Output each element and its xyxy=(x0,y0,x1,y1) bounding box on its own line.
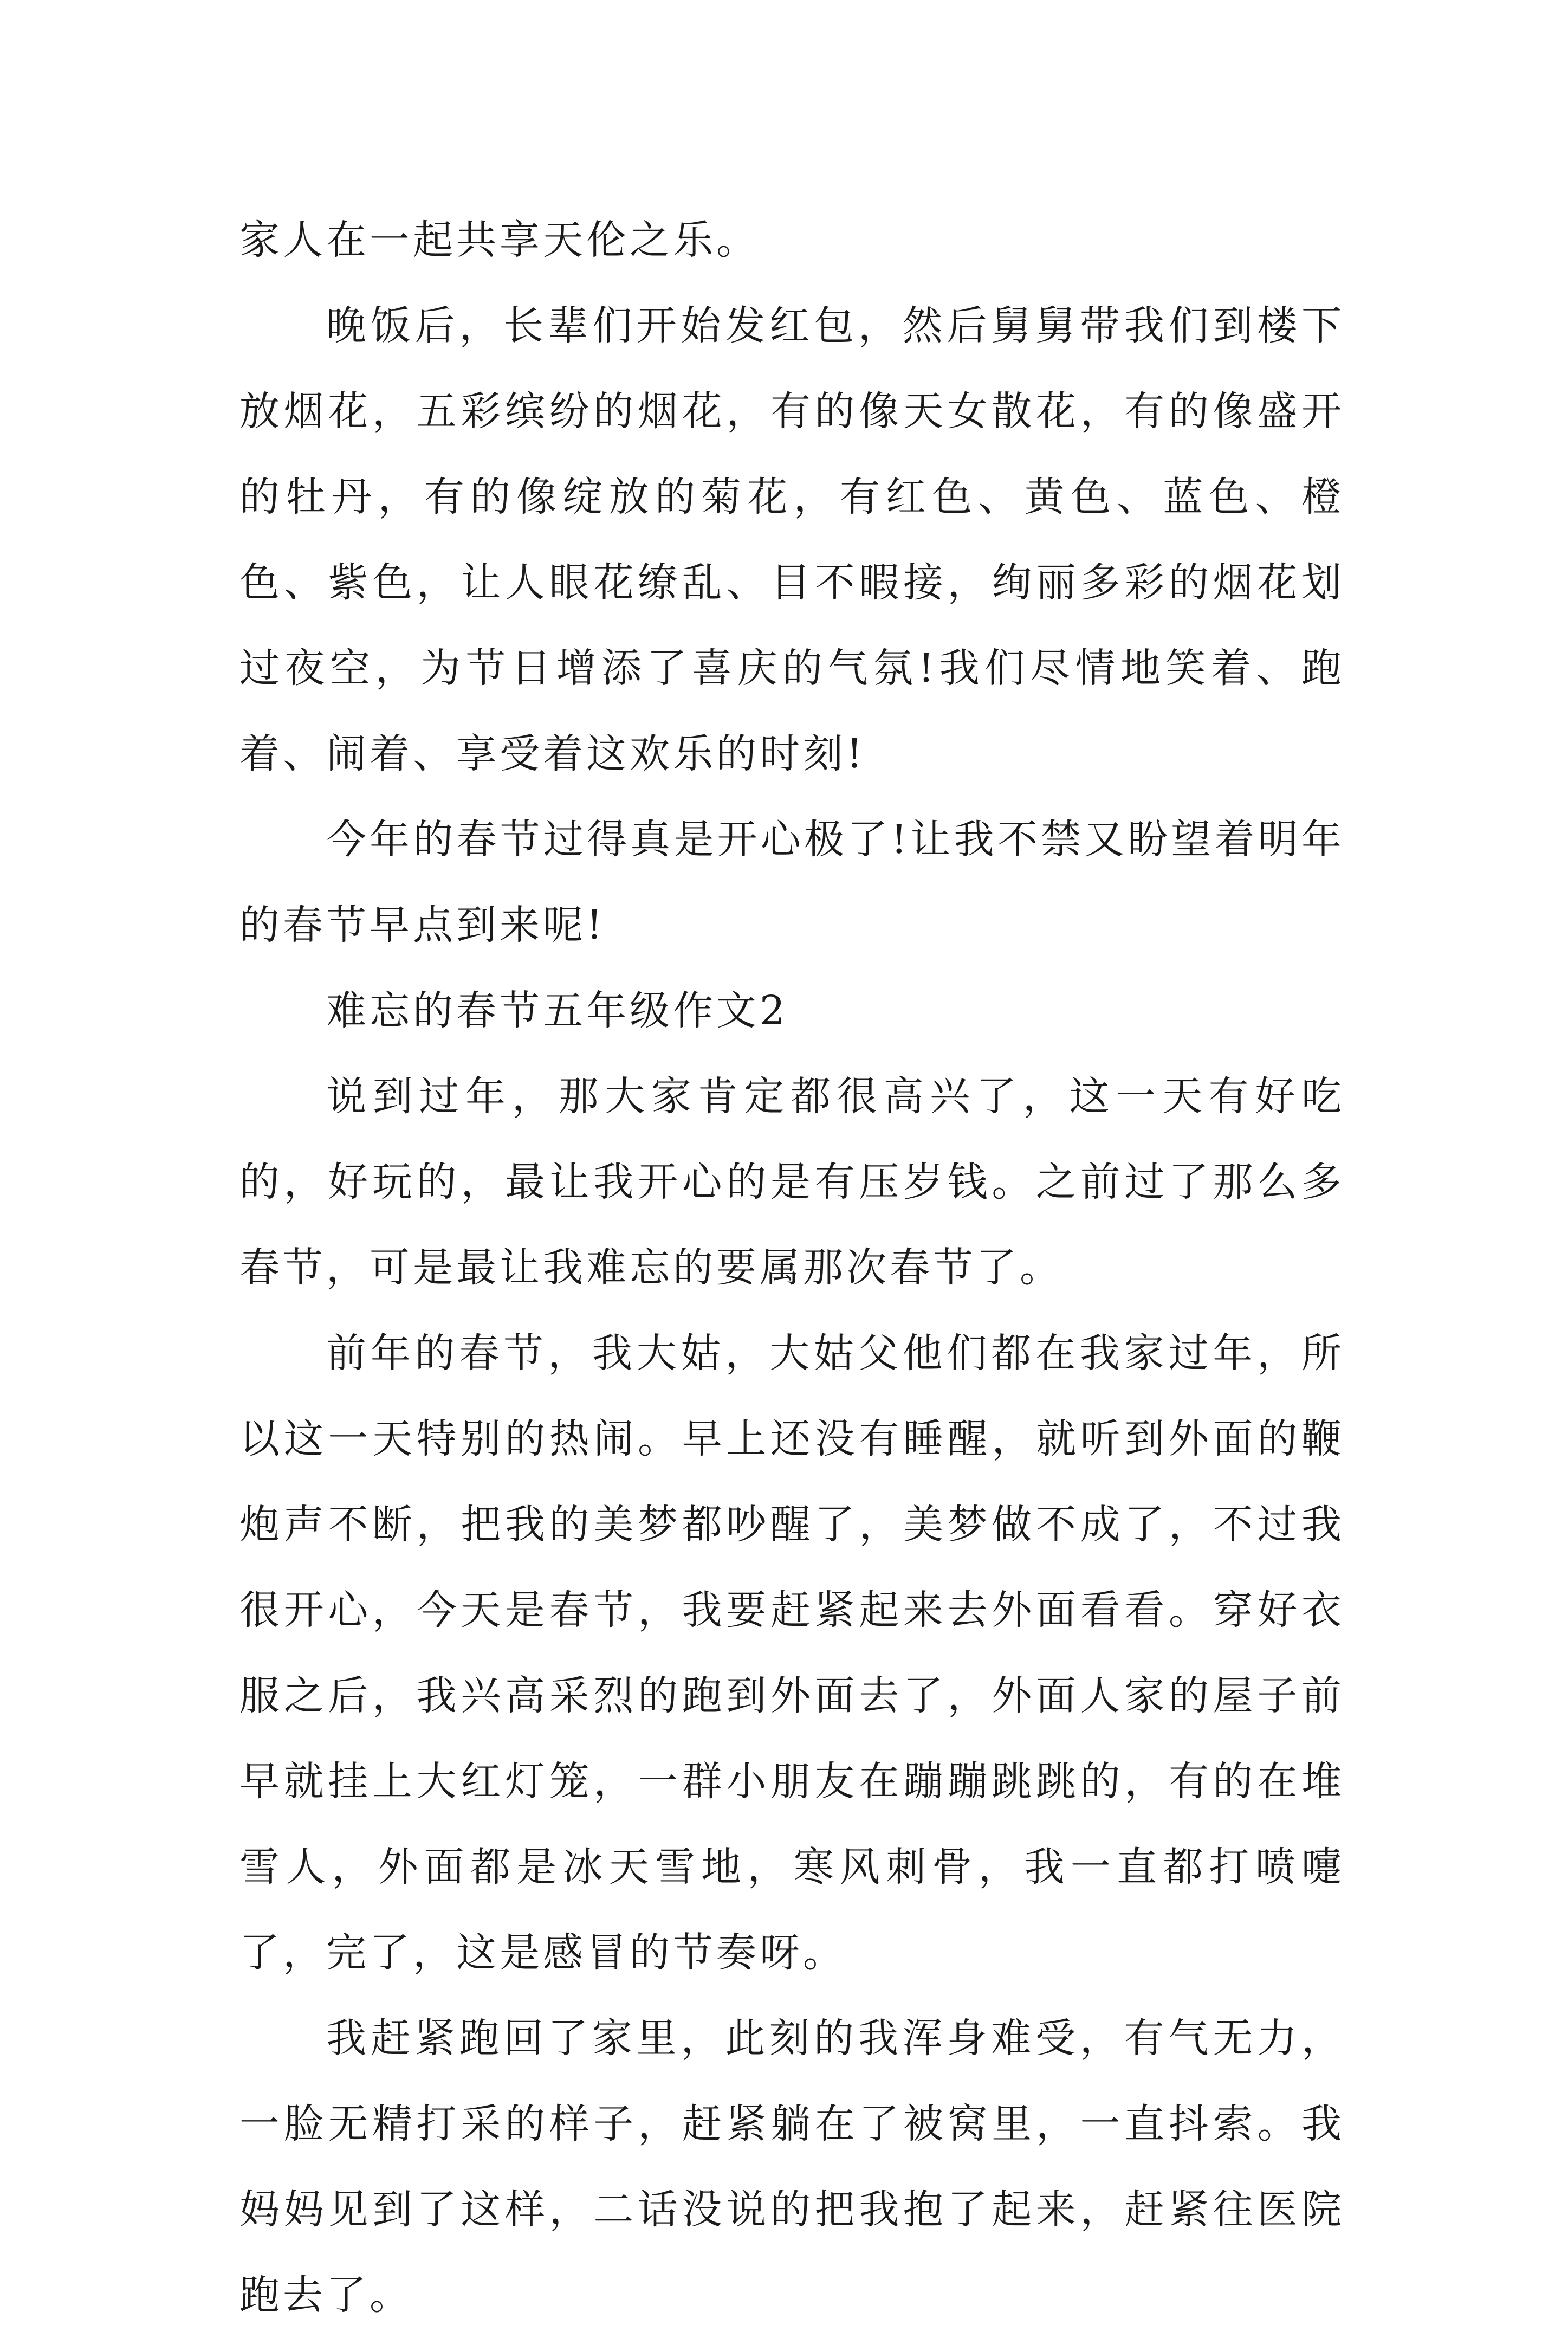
paragraph-morning: 前年的春节，我大姑，大姑父他们都在我家过年，所以这一天特别的热闹。早上还没有睡醒，就听到外面的鞭炮声不断，把我的美梦都吵醒了，美梦做不成了，不过我很开心，今天是春节，我要赶紧起来去外面看看。穿好衣服之后，我兴高采烈的跑到外面去了，外面人家的屋子前早就挂上大红灯笼，一群小朋友在蹦蹦跳跳的，有的在堆雪人，外面都是冰天雪地，寒风刺骨，我一直都打喷嚏了，完了，这是感冒的节奏呀。 xyxy=(239,1330,1345,1976)
essay-body xyxy=(239,197,1345,2338)
paragraph-conclusion: 今年的春节过得真是开心极了!让我不禁又盼望着明年的春节早点到来呢! xyxy=(239,816,1345,948)
paragraph-intro: 说到过年，那大家肯定都很高兴了，这一天有好吃的，好玩的，最让我开心的是有压岁钱。之前过了那么多春节，可是最让我难忘的要属那次春节了。 xyxy=(239,1073,1345,1291)
paragraph-continuation: 家人在一起共享天伦之乐。 xyxy=(239,217,760,263)
paragraph-fireworks: 晚饭后，长辈们开始发红包，然后舅舅带我们到楼下放烟花，五彩缤纷的烟花，有的像天女散花，有的像盛开的牡丹，有的像绽放的菊花，有红色、黄色、蓝色、橙色、紫色，让人眼花缭乱、目不暇接，绚丽多彩的烟花划过夜空，为节日增添了喜庆的气氛!我们尽情地笑着、跑着、闹着、享受着这欢乐的时刻! xyxy=(239,302,1345,777)
paragraph-illness: 我赶紧跑回了家里，此刻的我浑身难受，有气无力，一脸无精打采的样子，赶紧躺在了被窝里，一直抖索。我妈妈见到了这样，二话没说的把我抱了起来，赶紧往医院跑去了。 xyxy=(239,2015,1345,2318)
essay-title: 难忘的春节五年级作文2 xyxy=(326,987,789,1034)
